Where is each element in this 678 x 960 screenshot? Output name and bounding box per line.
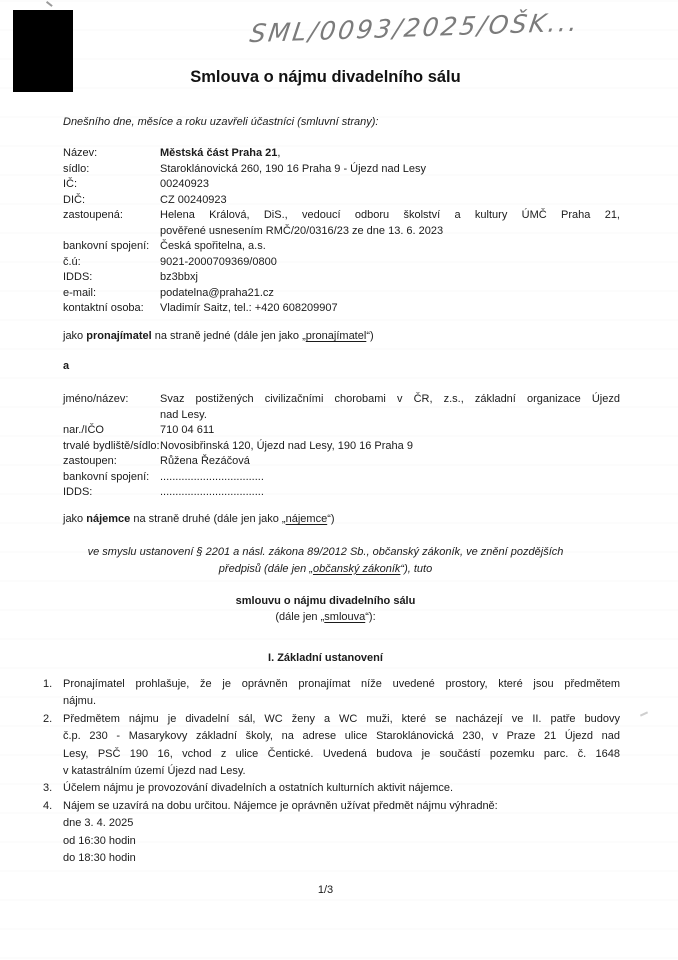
item-number: 1. bbox=[43, 678, 53, 690]
item-text: Účelem nájmu je provozování divadelních a ostatních kulturních aktivit nájemce. bbox=[63, 782, 454, 795]
info-row-banka bbox=[63, 239, 620, 255]
legal-clause: ve smyslu ustanovení § 2201 a násl. zákona 89/2012 Sb., občanský zákoník, ve znění pozdějších předpisů (dále jen „občanský zákoník“), tuto bbox=[87, 546, 564, 575]
info-row-idds-najemce bbox=[63, 485, 620, 501]
landlord-closing-line: jako pronajímatel na straně jedné (dále jen jako „pronajímatel“) bbox=[63, 330, 374, 342]
info-row-nazev bbox=[63, 146, 620, 162]
info-row-email bbox=[63, 286, 620, 302]
field-label: nar./IČO bbox=[63, 424, 104, 436]
item-number: 2. bbox=[43, 712, 53, 725]
field-label: kontaktní osoba: bbox=[63, 302, 144, 314]
field-value: Česká spořitelna, a.s. bbox=[160, 240, 266, 252]
field-label: bankovní spojení: bbox=[63, 470, 150, 483]
document-title: Smlouva o nájmu divadelního sálu bbox=[190, 68, 461, 86]
field-value: 710 04 611 bbox=[160, 424, 215, 436]
info-row-zastoupen bbox=[63, 454, 620, 470]
info-row-bydliste bbox=[63, 439, 620, 455]
item-number: 4. bbox=[43, 799, 53, 812]
info-row-cu bbox=[63, 255, 620, 271]
field-label: sídlo: bbox=[63, 162, 90, 175]
parties-separator: a bbox=[63, 360, 70, 372]
section-1-items bbox=[43, 676, 620, 867]
field-value: Novosibřinská 120, Újezd nad Lesy, 190 16 Praha 9 bbox=[160, 439, 413, 452]
field-value: Městská část Praha 21, bbox=[160, 147, 281, 159]
intro-line: Dnešního dne, měsíce a roku uzavřeli účastníci (smluvní strany): bbox=[63, 116, 379, 128]
scan-artifact-mark bbox=[640, 711, 648, 716]
field-value-dotted: .................................. bbox=[160, 470, 264, 483]
field-value: Svaz postižených civilizačními chorobami v ČR, z.s., základní organizace Újezd nad Lesy. bbox=[160, 393, 620, 421]
field-value: Helena Králová, DiS., vedoucí odboru školství a kultury ÚMČ Praha 21, pověřené usnesením RMČ/20/0316/23 ze dne 13. 6. 2023 bbox=[160, 209, 620, 237]
field-label: zastoupená: bbox=[63, 209, 123, 221]
field-value: 9021-2000709369/0800 bbox=[160, 255, 277, 268]
list-item-3 bbox=[43, 780, 620, 797]
info-row-sidlo bbox=[63, 162, 620, 178]
field-label: DIČ: bbox=[63, 193, 85, 206]
info-row-dic bbox=[63, 193, 620, 209]
field-value: Vladimír Saitz, tel.: +420 608209907 bbox=[160, 302, 338, 314]
field-label: IDDS: bbox=[63, 271, 93, 283]
field-label: č.ú: bbox=[63, 255, 81, 268]
section-1-heading: I. Základní ustanovení bbox=[268, 652, 383, 664]
scan-artifact-mark bbox=[46, 1, 52, 6]
field-label: zastoupen: bbox=[63, 455, 117, 467]
list-item-2 bbox=[43, 711, 620, 781]
field-label: bankovní spojení: bbox=[63, 240, 150, 252]
info-row-banka-najemce bbox=[63, 470, 620, 486]
item-text: Předmětem nájmu je divadelní sál, WC ženy a WC muži, které se nacházejí ve II. patře budovy č.p. 230 - Masarykovy základní školy, na adrese ulice Staroklánovická 230, v Praze 21 Újezd nad Lesy, PSČ 190 16, vchod z ulice Čentické. Uvedená budova je součástí pozemku parc. č. 1648 v katastrálním území Újezd nad Lesy. bbox=[63, 712, 620, 778]
page-number: 1/3 bbox=[317, 884, 334, 896]
field-label: IDDS: bbox=[63, 486, 93, 498]
item-text: Nájem se uzavírá na dobu určitou. Nájemce je oprávněn užívat předmět nájmu výhradně: dne 3. 4. 2025 od 16:30 hodin do 18:30 hodin bbox=[63, 799, 498, 865]
tenant-info-block bbox=[63, 392, 620, 501]
field-value: Staroklánovická 260, 190 16 Praha 9 - Újezd nad Lesy bbox=[160, 162, 426, 175]
field-label: IČ: bbox=[63, 178, 78, 190]
field-value-dotted: .................................. bbox=[160, 486, 264, 498]
field-value: 00240923 bbox=[160, 178, 209, 190]
info-row-kontakt bbox=[63, 301, 620, 317]
item-text: Pronajímatel prohlašuje, že je oprávněn pronajímat níže uvedené prostory, které jsou předmětem nájmu. bbox=[63, 678, 620, 708]
info-row-ic bbox=[63, 177, 620, 193]
list-item-4 bbox=[43, 798, 620, 868]
list-item-1 bbox=[43, 676, 620, 711]
info-row-narico bbox=[63, 423, 620, 439]
field-value: podatelna@praha21.cz bbox=[160, 286, 274, 299]
field-label: trvalé bydliště/sídlo: bbox=[63, 439, 160, 452]
field-value: bz3bbxj bbox=[160, 271, 198, 283]
field-label: jméno/název: bbox=[63, 393, 129, 405]
field-value: CZ 00240923 bbox=[160, 193, 227, 206]
field-label: e-mail: bbox=[63, 286, 97, 299]
info-row-jmeno bbox=[63, 392, 620, 423]
contract-subject-heading: smlouvu o nájmu divadelního sálu (dále jen „smlouva“): bbox=[235, 595, 416, 623]
field-value: Růžena Řezáčová bbox=[160, 455, 250, 467]
info-row-zastoupena bbox=[63, 208, 620, 239]
handwritten-file-number: SML/0093/2025/OŠK... bbox=[248, 7, 582, 49]
tenant-closing-line: jako nájemce na straně druhé (dále jen jako „nájemce“) bbox=[63, 513, 335, 525]
info-row-idds bbox=[63, 270, 620, 286]
item-number: 3. bbox=[43, 782, 53, 795]
landlord-info-block bbox=[63, 146, 620, 317]
field-label: Název: bbox=[63, 147, 98, 159]
